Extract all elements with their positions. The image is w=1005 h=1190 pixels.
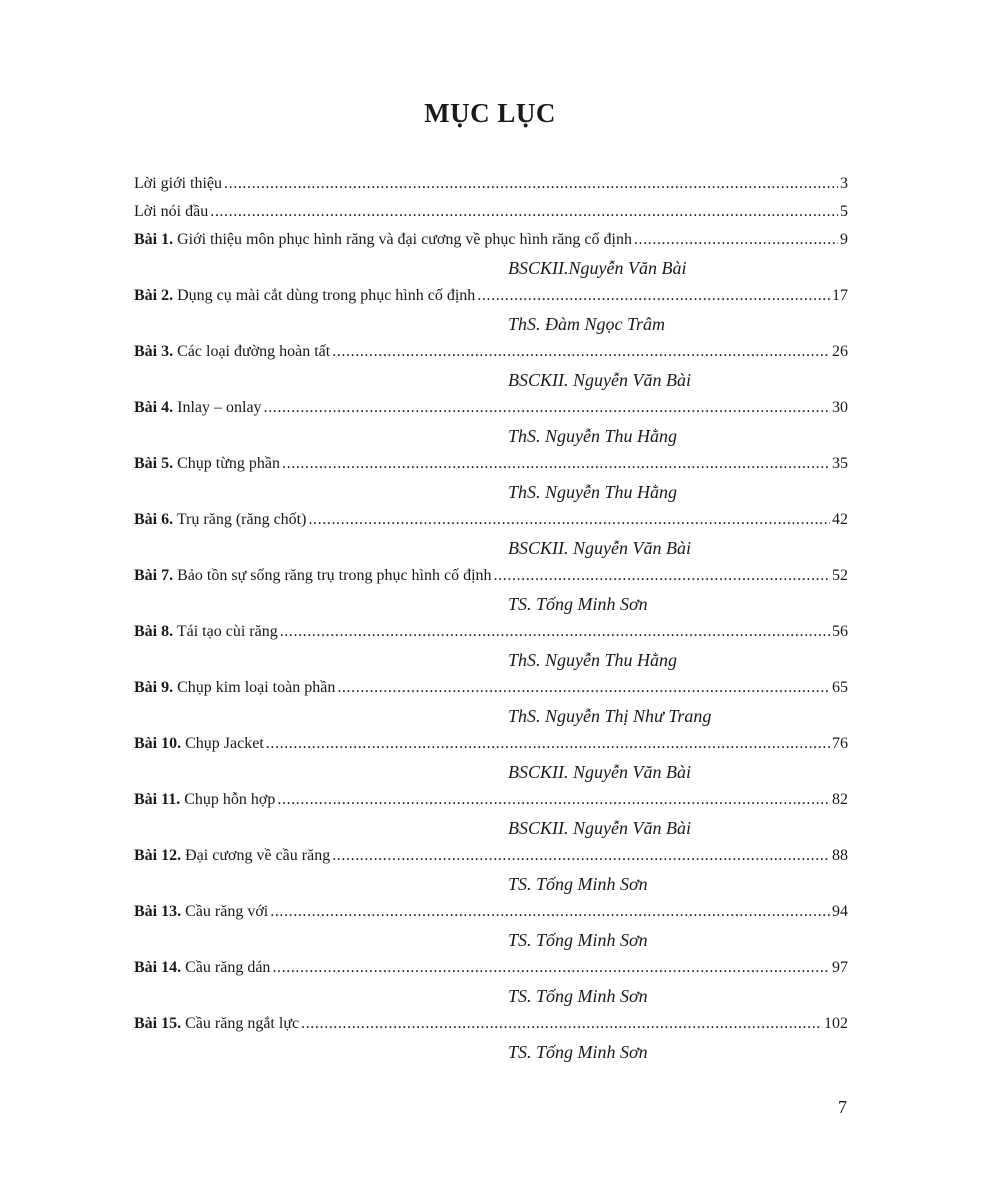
page-title: MỤC LỤC [424,98,556,128]
toc-page-number: 97 [832,959,848,976]
toc-entry[interactable] [134,674,848,702]
toc-page-number: 88 [832,847,848,864]
toc-entry-title: Chụp kim loại toàn phần [177,679,336,696]
toc-entry-label [134,898,268,926]
toc-page-number: 26 [832,343,848,360]
dot-leader [210,198,838,226]
toc-entry-author: ThS. Đàm Ngọc Trâm [508,314,666,334]
dot-leader [272,954,830,982]
toc-entry-author: TS. Tống Minh Sơn [508,1042,648,1062]
dot-leader [332,842,830,870]
toc-entry[interactable] [134,282,848,310]
toc-page-number: 94 [832,903,848,920]
dot-leader [282,450,830,478]
toc-entry-title: Chụp hỗn hợp [184,791,276,808]
toc-page-number: 102 [824,1015,848,1032]
toc-entry-author: ThS. Nguyễn Thu Hằng [508,482,678,502]
toc-entry-title: Dụng cụ mài cắt dùng trong phục hình cố định [177,287,476,304]
toc-entry-author: BSCKII. Nguyễn Văn Bài [508,538,691,558]
toc-entry-label [134,170,222,198]
toc-entry[interactable] [134,562,848,590]
toc-entry[interactable] [134,450,848,478]
toc-entry-author: TS. Tống Minh Sơn [508,986,648,1006]
table-of-contents [134,170,848,1066]
lesson-number: Bài 2. [134,287,174,304]
toc-entry-author: BSCKII. Nguyễn Văn Bài [508,762,691,782]
toc-page-number: 52 [832,567,848,584]
dot-leader [270,898,830,926]
toc-entry-title: Tái tạo cùi răng [176,623,278,640]
lesson-number: Bài 6. [134,511,174,528]
toc-entry-author: TS. Tống Minh Sơn [508,930,648,950]
toc-entry[interactable] [134,898,848,926]
lesson-number: Bài 3. [134,343,174,360]
dot-leader [280,618,830,646]
lesson-number: Bài 4. [134,399,174,416]
lesson-number: Bài 14. [134,959,182,976]
toc-entry-title: Lời nói đầu [134,203,209,220]
toc-entry-author: BSCKII.Nguyễn Văn Bài [508,258,687,278]
toc-entry[interactable] [134,730,848,758]
dot-leader [477,282,830,310]
dot-leader [494,562,830,590]
toc-entry-label [134,730,264,758]
dot-leader [634,226,838,254]
toc-entry-label [134,618,278,646]
toc-page-number: 17 [832,287,848,304]
dot-leader [264,394,830,422]
toc-entry[interactable] [134,786,848,814]
toc-page-number: 5 [840,203,848,220]
toc-entry-label [134,954,270,982]
lesson-number: Bài 15. [134,1015,182,1032]
toc-entry[interactable] [134,338,848,366]
toc-entry-title: Chụp Jacket [185,735,264,752]
toc-entry[interactable] [134,842,848,870]
toc-entry-label [134,198,208,226]
lesson-number: Bài 8. [134,623,174,640]
toc-entry-title: Các loại đường hoàn tất [177,343,331,360]
toc-entry-author: ThS. Nguyễn Thu Hằng [508,426,678,446]
lesson-number: Bài 11. [134,791,181,808]
toc-entry-author: TS. Tống Minh Sơn [508,594,648,614]
toc-page-number: 30 [832,399,848,416]
lesson-number: Bài 10. [134,735,182,752]
lesson-number: Bài 1. [134,231,174,248]
dot-leader [224,170,838,198]
toc-entry-author: BSCKII. Nguyễn Văn Bài [508,370,691,390]
toc-page-number: 42 [832,511,848,528]
dot-leader [337,674,830,702]
toc-entry-author: ThS. Nguyễn Thu Hằng [508,650,678,670]
lesson-number: Bài 5. [134,455,174,472]
toc-entry-title: Cầu răng với [185,903,269,920]
dot-leader [277,786,830,814]
toc-page-number: 76 [832,735,848,752]
toc-entry[interactable] [134,394,848,422]
toc-entry-title: Trụ răng (răng chốt) [176,511,307,528]
toc-page-number: 35 [832,455,848,472]
toc-page-number: 65 [832,679,848,696]
toc-page-number: 3 [840,175,848,192]
page-number: 7 [838,1097,847,1117]
toc-page-number: 82 [832,791,848,808]
toc-entry-title: Bảo tồn sự sống răng trụ trong phục hình cố định [177,567,492,584]
toc-entry[interactable] [134,226,848,254]
toc-entry[interactable] [134,618,848,646]
toc-entry-label [134,394,262,422]
toc-entry-author: TS. Tống Minh Sơn [508,874,648,894]
toc-entry-title: Giới thiệu môn phục hình răng và đại cương về phục hình răng cố định [177,231,632,248]
toc-entry-title: Cầu răng dán [185,959,271,976]
dot-leader [332,338,830,366]
dot-leader [266,730,830,758]
toc-entry[interactable] [134,954,848,982]
lesson-number: Bài 9. [134,679,174,696]
dot-leader [301,1010,822,1038]
toc-entry-label [134,562,492,590]
toc-entry-title: Lời giới thiệu [134,175,223,192]
toc-page-number: 56 [832,623,848,640]
toc-entry-title: Cầu răng ngắt lực [185,1015,300,1032]
toc-entry[interactable] [134,170,848,198]
lesson-number: Bài 7. [134,567,174,584]
toc-entry-label [134,674,335,702]
toc-entry-label [134,450,280,478]
toc-entry-title: Chụp từng phần [177,455,281,472]
toc-entry-label [134,226,632,254]
toc-entry-label [134,786,275,814]
toc-entry-label [134,842,330,870]
dot-leader [308,506,830,534]
toc-entry[interactable] [134,1010,848,1038]
lesson-number: Bài 13. [134,903,182,920]
toc-entry-author: BSCKII. Nguyễn Văn Bài [508,818,691,838]
toc-entry-title: Inlay – onlay [177,399,262,416]
toc-entry-author: ThS. Nguyễn Thị Như Trang [508,706,712,726]
toc-page-number: 9 [840,231,848,248]
toc-entry-label [134,282,475,310]
toc-entry[interactable] [134,198,848,226]
toc-entry[interactable] [134,506,848,534]
lesson-number: Bài 12. [134,847,182,864]
toc-entry-label [134,338,330,366]
toc-entry-title: Đại cương về cầu răng [185,847,331,864]
toc-entry-label [134,506,306,534]
toc-entry-label [134,1010,299,1038]
